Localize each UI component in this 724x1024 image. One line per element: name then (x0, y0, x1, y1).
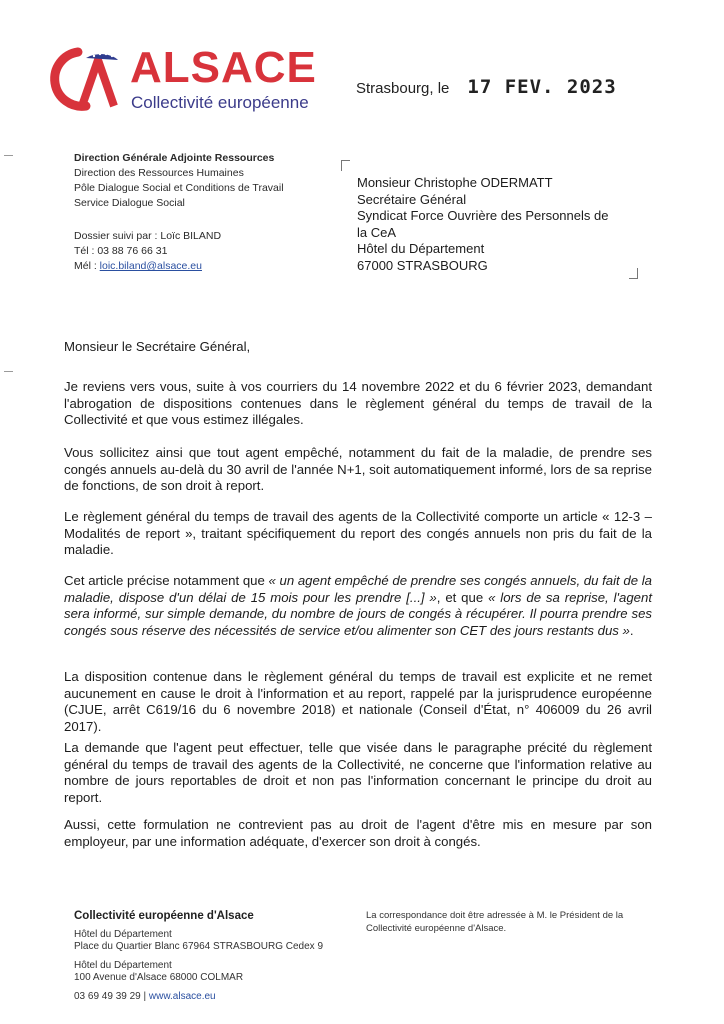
contact-phone: Tél : 03 88 76 66 31 (74, 245, 168, 257)
recipient-address (357, 175, 608, 274)
body-paragraph: Le règlement général du temps de travail des agents de la Collectivité comporte un article « 12-3 – Modalités de report », traitant spécifiquement du report des congés annuels non pris du fait de la maladie. (64, 509, 652, 557)
sender-direction: Direction Générale Adjointe Ressources (74, 152, 275, 164)
contact-block (74, 229, 221, 274)
recipient-line: Syndicat Force Ouvrière des Personnels de (357, 208, 609, 223)
recipient-line: Monsieur Christophe ODERMATT (357, 175, 553, 190)
window-corner-mark (341, 160, 350, 171)
text-run: Cet article précise notamment que (64, 573, 269, 588)
window-corner-mark (629, 268, 638, 279)
footer-note: La correspondance doit être adressée à M. le Président de la Collectivité européenne d'Alsace. (366, 910, 624, 934)
quote-run: « lors de sa reprise, l'agent sera informé, sur simple demande, du nombre de jours de congés à récupérer. Il pourra prendre ses congés sous réserve des nécessités de service et/ou alimenter son CET des jours restants dus » (64, 589, 653, 638)
text-run: . (629, 622, 634, 638)
letter-date (356, 76, 617, 98)
mail-label: Mél : (74, 260, 100, 272)
body-paragraph: Je reviens vers vous, suite à vos courriers du 14 novembre 2022 et du 6 février 2023, demandant l'abrogation de dispositions contenues dans le règlement général du temps de travail de la Collectivité et que vous estimez illégales. (64, 379, 652, 427)
contact-mail (74, 259, 221, 274)
fold-mark (4, 155, 13, 156)
quote-run: « un agent empêché de prendre ses congés annuels, du fait de la maladie, dispose d'un délai de 15 mois pour les prendre [...] » (64, 573, 652, 605)
recipient-line: 67000 STRASBOURG (357, 257, 488, 273)
logo-subtitle: Collectivité européenne (131, 93, 309, 112)
sender-line: Service Dialogue Social (74, 197, 185, 209)
footer-addr: Place du Quartier Blanc 67964 STRASBOURG Cedex 9 (74, 941, 324, 952)
body-paragraph: La demande que l'agent peut effectuer, telle que visée dans le paragraphe précité du règlement général du temps de travail des agents de la Collectivité, ne concerne que l'information relative au nombre de jours reportables de droit et non pas l'information concernant le principe du droit au report. (64, 740, 652, 805)
salutation: Monsieur le Secrétaire Général, (64, 339, 251, 354)
recipient-line: la CeA (357, 224, 397, 240)
date-stamp: 17 FEV. 2023 (467, 76, 617, 98)
dossier-owner: Dossier suivi par : Loïc BILAND (74, 230, 222, 242)
sender-line: Direction des Ressources Humaines (74, 167, 244, 179)
footer-addr-name: Hôtel du Département (74, 928, 172, 940)
footer-web-link[interactable]: www.alsace.eu (148, 990, 216, 1002)
alsace-logo-mark (38, 44, 120, 114)
footer-addr: 100 Avenue d'Alsace 68000 COLMAR (74, 972, 244, 983)
footer-addresses (74, 910, 323, 1003)
footer-title: Collectivité européenne d'Alsace (74, 910, 254, 922)
footer-phone: 03 69 49 39 29 (74, 990, 141, 1002)
mail-link[interactable]: loic.biland@alsace.eu (99, 260, 202, 272)
body-paragraph-quote (64, 573, 652, 639)
sender-block (74, 151, 284, 211)
sender-line: Pôle Dialogue Social et Conditions de Travail (74, 182, 284, 194)
fold-mark (4, 371, 13, 372)
text-run: , et que (436, 589, 489, 605)
date-city: Strasbourg, le (356, 80, 450, 97)
logo-wordmark: ALSACE (130, 43, 317, 92)
recipient-line: Secrétaire Général (357, 191, 467, 207)
body-paragraph: Aussi, cette formulation ne contrevient pas au droit de l'agent d'être mis en mesure par son employeur, par une information adéquate, d'exercer son droit à congés. (64, 817, 652, 849)
footer-separator: | (140, 990, 149, 1002)
body-paragraph: La disposition contenue dans le règlement général du temps de travail est explicite et ne remet aucunement en cause le droit à l'information et au report, rappelé par la jurisprudence européenne (CJUE, arrêt C619/16 du 6 novembre 2018) et nationale (Conseil d'État, n° 406009 du 26 avril 2017). (64, 669, 652, 734)
footer-addr-name: Hôtel du Département (74, 959, 172, 971)
footer-contact (74, 991, 323, 1004)
recipient-line: Hôtel du Département (357, 241, 485, 256)
body-paragraph: Vous sollicitez ainsi que tout agent empêché, notamment du fait de la maladie, de prendre ses congés annuels au-delà du 30 avril de l'année N+1, soit automatiquement informé, lors de sa reprise de fonctions, de son droit à report. (64, 445, 652, 493)
